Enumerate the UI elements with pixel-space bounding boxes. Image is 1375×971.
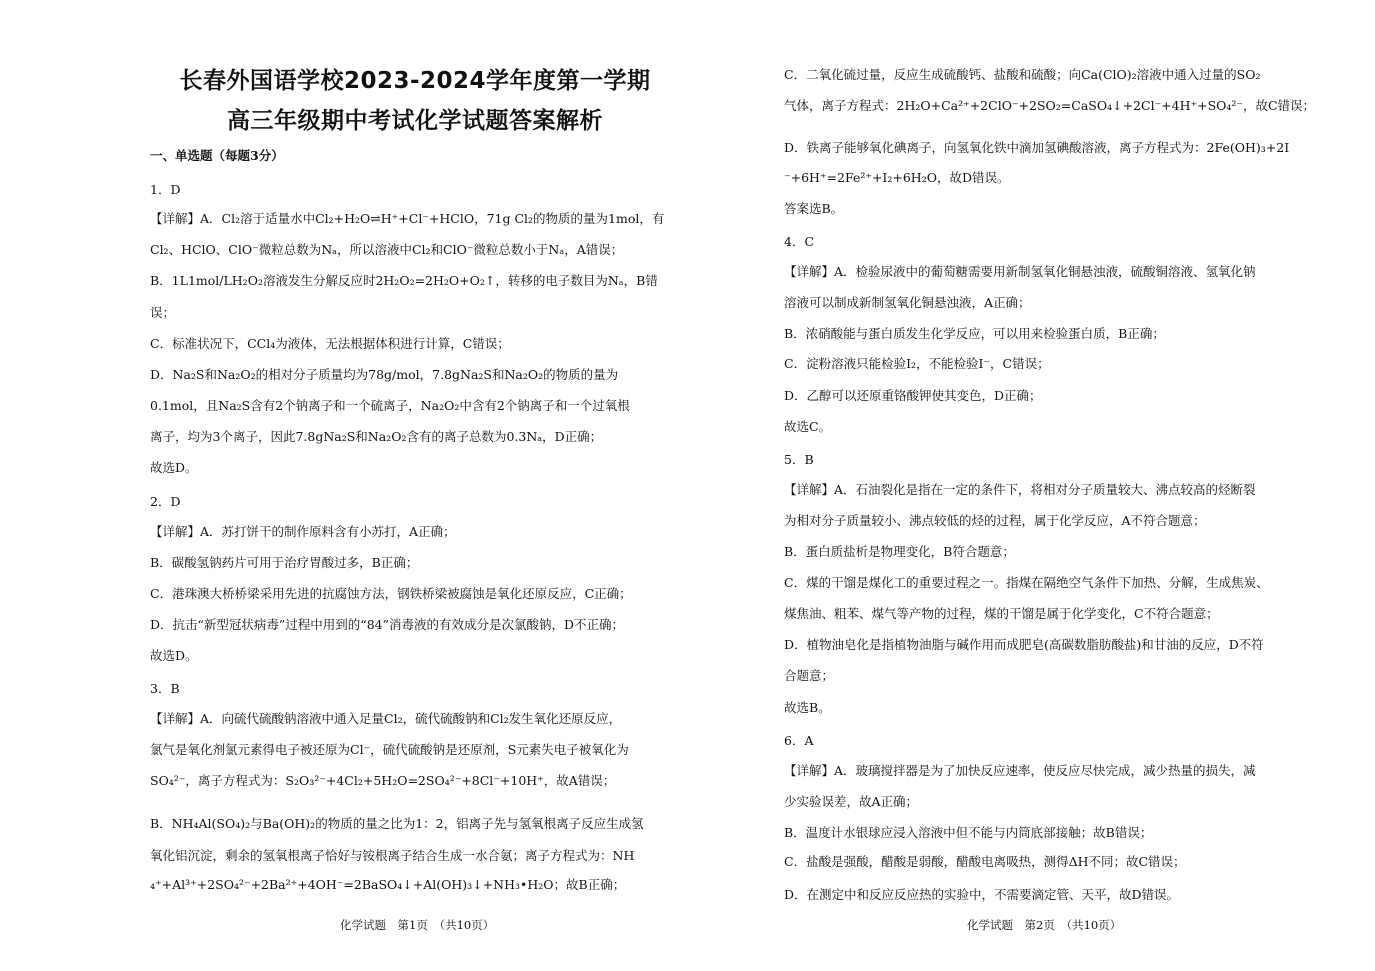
page-footer-left: 化学试题 第1页 （共10页） [340, 918, 495, 932]
left-text-line: C．港珠澳大桥桥梁采用先进的抗腐蚀方法，钢铁桥梁被腐蚀是氧化还原反应，C正确； [150, 586, 632, 601]
right-text-line: B．蛋白质盐析是物理变化，B符合题意； [784, 544, 1015, 559]
left-text-line: B．碳酸氢钠药片可用于治疗胃酸过多，B正确； [150, 555, 419, 570]
left-text-line: Cl₂、HClO、ClO⁻微粒总数为Nₐ，所以溶液中Cl₂和ClO⁻微粒总数小于Nₐ，A错误； [150, 242, 624, 257]
left-text-line: ₄⁺+Al³⁺+2SO₄²⁻+2Ba²⁺+4OH⁻=2BaSO₄↓+Al(OH)₃↓+NH₃•H₂O；故B正确； [150, 877, 626, 892]
left-text-line: 【详解】A．苏打饼干的制作原料含有小苏打，A正确； [150, 524, 456, 539]
right-text-line: 故选C。 [784, 419, 832, 434]
left-text-line: C．标准状况下，CCl₄为液体，无法根据体积进行计算，C错误； [150, 336, 510, 351]
right-text-line: D．铁离子能够氧化碘离子，向氢氧化铁中滴加氢碘酸溶液，离子方程式为：2Fe(OH)₃+2I [784, 140, 1290, 155]
document-title-line-2: 高三年级期中考试化学试题答案解析 [227, 108, 603, 134]
left-text-line: B．NH₄Al(SO₄)₂与Ba(OH)₂的物质的量之比为1：2，铝离子先与氢氧根离子反应生成氢 [150, 816, 644, 831]
section-heading: 一、单选题（每题3分） [150, 148, 284, 163]
left-text-line: 故选D。 [150, 648, 198, 663]
right-text-line: C．二氧化硫过量，反应生成硫酸钙、盐酸和硫酸；向Ca(ClO)₂溶液中通入过量的SO₂ [784, 67, 1261, 82]
right-text-line: B．浓硝酸能与蛋白质发生化学反应，可以用来检验蛋白质，B正确； [784, 326, 1165, 341]
right-text-line: 为相对分子质量较小、沸点较低的烃的过程，属于化学反应，A不符合题意； [784, 513, 1206, 528]
left-text-line: 故选D。 [150, 460, 198, 475]
right-text-line: ⁻+6H⁺=2Fe²⁺+I₂+6H₂O，故D错误。 [784, 170, 1010, 185]
right-text-line: C．煤的干馏是煤化工的重要过程之一。指煤在隔绝空气条件下加热、分解，生成焦炭、 [784, 575, 1269, 590]
right-text-line: 故选B。 [784, 700, 831, 715]
left-text-line: 1．D [150, 182, 181, 197]
left-text-line: 离子，均为3个离子，因此7.8gNa₂S和Na₂O₂含有的离子总数为0.3Nₐ，D正确； [150, 429, 603, 444]
left-text-line: D．抗击“新型冠状病毒”过程中用到的“84”消毒液的有效成分是次氯酸钠，D不正确； [150, 617, 625, 632]
right-text-line: D．在测定中和反应反应热的实验中，不需要滴定管、天平，故D错误。 [784, 887, 1180, 902]
right-text-line: 6．A [784, 733, 814, 748]
right-text-line: 4．C [784, 234, 815, 249]
right-text-line: 【详解】A．玻璃搅拌器是为了加快反应速率，使反应尽快完成，减少热量的损失，减 [784, 763, 1256, 778]
right-text-line: 5．B [784, 452, 814, 467]
left-text-line: 3．B [150, 681, 180, 696]
right-text-line: 气体，离子方程式：2H₂O+Ca²⁺+2ClO⁻+2SO₂=CaSO₄↓+2Cl⁻+4H⁺+SO₄²⁻，故C错误； [784, 98, 1316, 113]
left-text-line: SO₄²⁻，离子方程式为：S₂O₃²⁻+4Cl₂+5H₂O=2SO₄²⁻+8Cl⁻+10H⁺，故A错误； [150, 773, 616, 788]
right-text-line: 【详解】A．石油裂化是指在一定的条件下，将相对分子质量较大、沸点较高的烃断裂 [784, 482, 1256, 497]
right-text-line: C．盐酸是强酸，醋酸是弱酸，醋酸电离吸热，测得ΔH不同；故C错误； [784, 854, 1186, 869]
left-text-line: D．Na₂S和Na₂O₂的相对分子质量均为78g/mol，7.8gNa₂S和Na₂O₂的物质的量为 [150, 367, 619, 382]
page-footer-right: 化学试题 第2页 （共10页） [967, 918, 1122, 932]
right-text-line: 答案选B。 [784, 201, 844, 216]
left-text-line: 【详解】A．Cl₂溶于适量水中Cl₂+H₂O⇌H⁺+Cl⁻+HClO，71g Cl₂的物质的量为1mol，有 [150, 211, 665, 226]
left-text-line: 氯气是氧化剂氯元素得电子被还原为Cl⁻，硫代硫酸钠是还原剂，S元素失电子被氧化为 [150, 742, 629, 757]
right-text-line: B．温度计水银球应浸入溶液中但不能与内筒底部接触；故B错误； [784, 825, 1153, 840]
right-text-line: D．乙醇可以还原重铬酸钾使其变色，D正确； [784, 388, 1042, 403]
right-text-line: D．植物油皂化是指植物油脂与碱作用而成肥皂(高碳数脂肪酸盐)和甘油的反应，D不符 [784, 637, 1264, 652]
left-text-line: B．1L1mol/LH₂O₂溶液发生分解反应时2H₂O₂=2H₂O+O₂↑，转移的电子数目为Nₐ，B错 [150, 273, 658, 288]
left-text-line: 误； [150, 305, 176, 320]
right-text-line: 【详解】A．检验尿液中的葡萄糖需要用新制氢氧化铜悬浊液，硫酸铜溶液、氢氧化钠 [784, 264, 1256, 279]
left-text-line: 0.1mol，且Na₂S含有2个钠离子和一个硫离子，Na₂O₂中含有2个钠离子和一个过氧根 [150, 398, 630, 413]
left-text-line: 氧化铝沉淀，剩余的氢氧根离子恰好与铵根离子结合生成一水合氨；离子方程式为：NH [150, 848, 635, 863]
left-text-line: 【详解】A．向硫代硫酸钠溶液中通入足量Cl₂，硫代硫酸钠和Cl₂发生氧化还原反应， [150, 711, 622, 726]
left-text-line: 2．D [150, 494, 181, 509]
right-text-line: 煤焦油、粗苯、煤气等产物的过程，煤的干馏是属于化学变化，C不符合题意； [784, 606, 1219, 621]
right-text-line: C．淀粉溶液只能检验I₂，不能检验I⁻，C错误； [784, 356, 1050, 371]
right-text-line: 溶液可以制成新制氢氧化铜悬浊液，A正确； [784, 295, 1031, 310]
document-title-line-1: 长春外国语学校2023-2024学年度第一学期 [179, 68, 651, 94]
right-text-line: 合题意； [784, 668, 835, 683]
right-text-line: 少实验误差，故A正确； [784, 794, 919, 809]
